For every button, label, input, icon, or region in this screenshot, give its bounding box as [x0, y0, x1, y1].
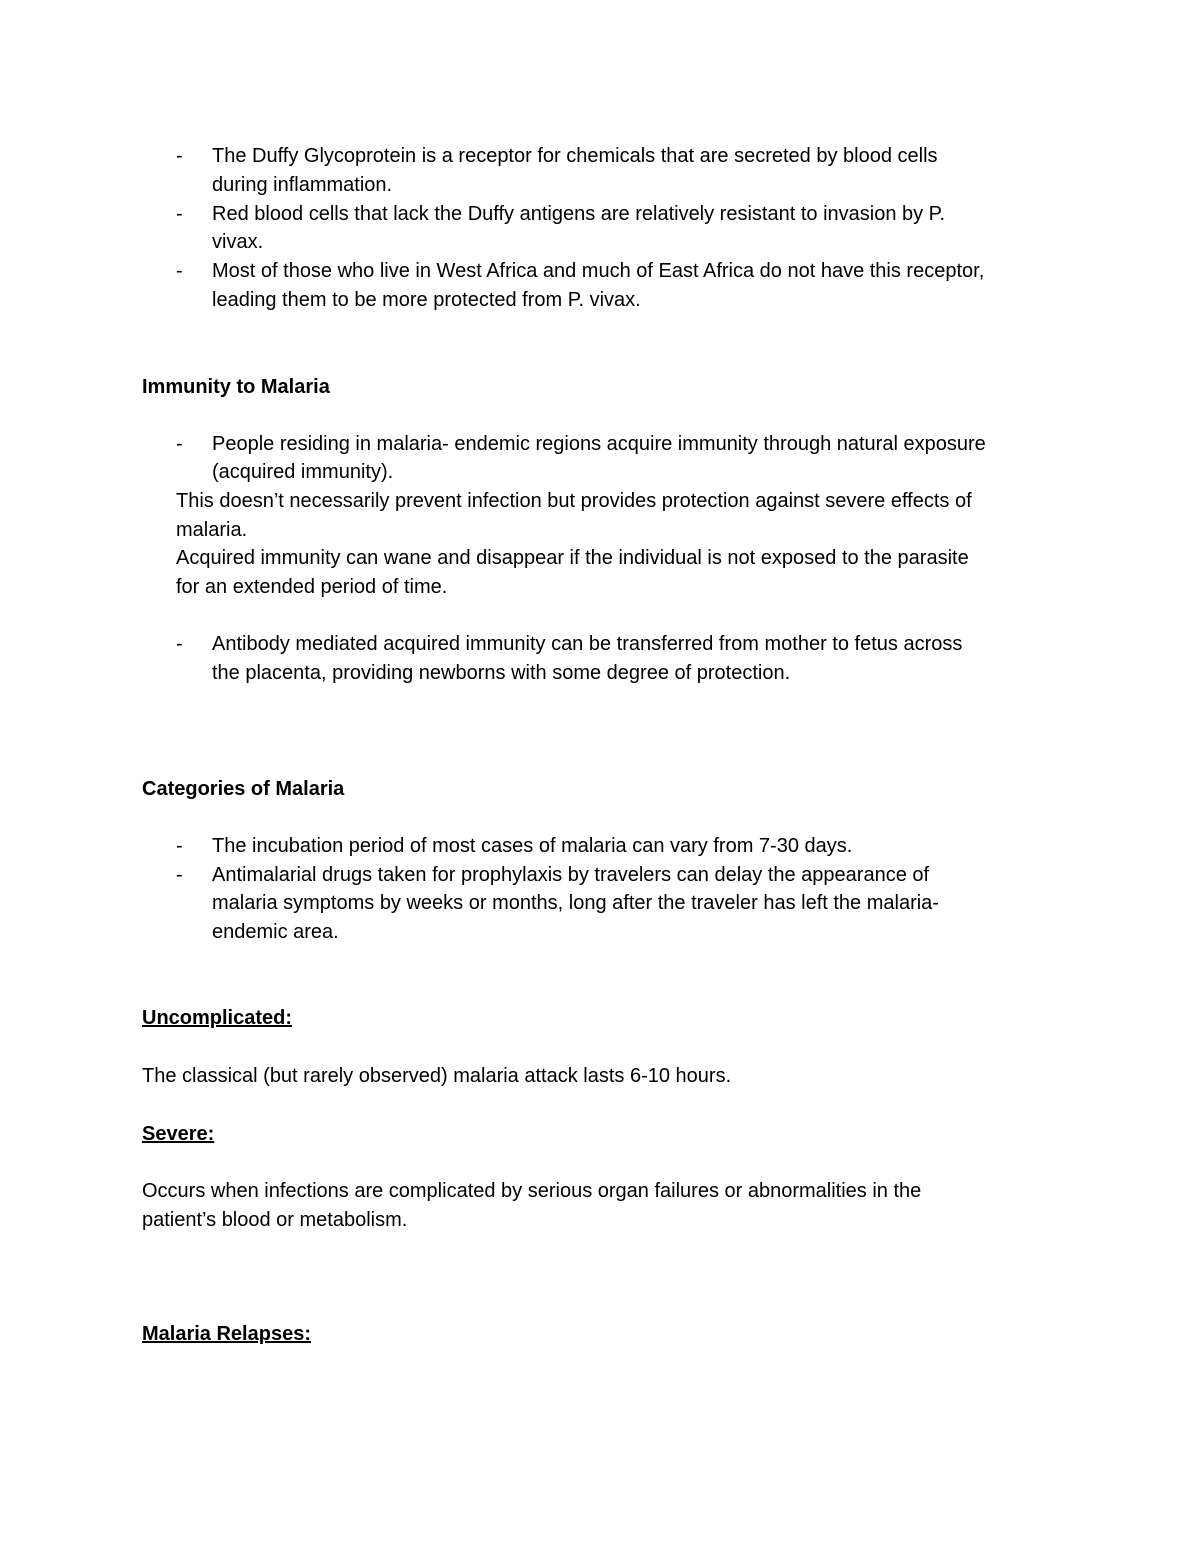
immunity-paragraph-2-line-1: Acquired immunity can wane and disappear if the individual is not exposed to the parasite — [176, 547, 969, 569]
categories-item-1-line-1: The incubation period of most cases of malaria can vary from 7-30 days. — [212, 835, 853, 857]
intro-item-2-line-1: Red blood cells that lack the Duffy antigens are relatively resistant to invasion by P. — [212, 203, 945, 225]
immunity-paragraph-1-line-1: This doesn’t necessarily prevent infection but provides protection against severe effects of — [176, 490, 972, 512]
immunity-bullet-1-line-2: (acquired immunity). — [212, 461, 394, 483]
categories-item-2-line-2: malaria symptoms by weeks or months, long after the traveler has left the malaria- — [212, 892, 939, 914]
uncomplicated-text: The classical (but rarely observed) malaria attack lasts 6-10 hours. — [142, 1065, 732, 1087]
severe-text-line-2: patient’s blood or metabolism. — [142, 1209, 408, 1231]
immunity-bullet-2-line-1: Antibody mediated acquired immunity can be transferred from mother to fetus across — [212, 633, 963, 655]
bullet-dash: - — [176, 433, 183, 455]
intro-item-2-line-2: vivax. — [212, 231, 264, 253]
categories-item-2-line-3: endemic area. — [212, 921, 339, 943]
bullet-dash: - — [176, 633, 183, 655]
immunity-paragraph-2-line-2: for an extended period of time. — [176, 576, 448, 598]
immunity-paragraph-1-line-2: malaria. — [176, 519, 248, 541]
uncomplicated-heading: Uncomplicated: — [142, 1007, 293, 1029]
relapses-heading: Malaria Relapses: — [142, 1323, 311, 1345]
bullet-dash: - — [176, 864, 183, 886]
bullet-dash: - — [176, 835, 183, 857]
intro-item-3-line-1: Most of those who live in West Africa and much of East Africa do not have this receptor, — [212, 260, 985, 282]
immunity-heading: Immunity to Malaria — [142, 376, 330, 398]
bullet-dash: - — [176, 203, 183, 225]
categories-item-2-line-1: Antimalarial drugs taken for prophylaxis by travelers can delay the appearance of — [212, 864, 930, 886]
intro-item-1-line-2: during inflammation. — [212, 174, 393, 196]
severe-heading: Severe: — [142, 1123, 215, 1145]
immunity-bullet-2-line-2: the placenta, providing newborns with some degree of protection. — [212, 662, 791, 684]
immunity-bullet-1-line-1: People residing in malaria- endemic regions acquire immunity through natural exposure — [212, 433, 986, 455]
intro-item-1-line-1: The Duffy Glycoprotein is a receptor for chemicals that are secreted by blood cells — [212, 145, 938, 167]
intro-item-3-line-2: leading them to be more protected from P. vivax. — [212, 289, 641, 311]
severe-text-line-1: Occurs when infections are complicated by serious organ failures or abnormalities in the — [142, 1180, 922, 1202]
bullet-dash: - — [176, 145, 183, 167]
categories-heading: Categories of Malaria — [142, 778, 345, 800]
bullet-dash: - — [176, 260, 183, 282]
